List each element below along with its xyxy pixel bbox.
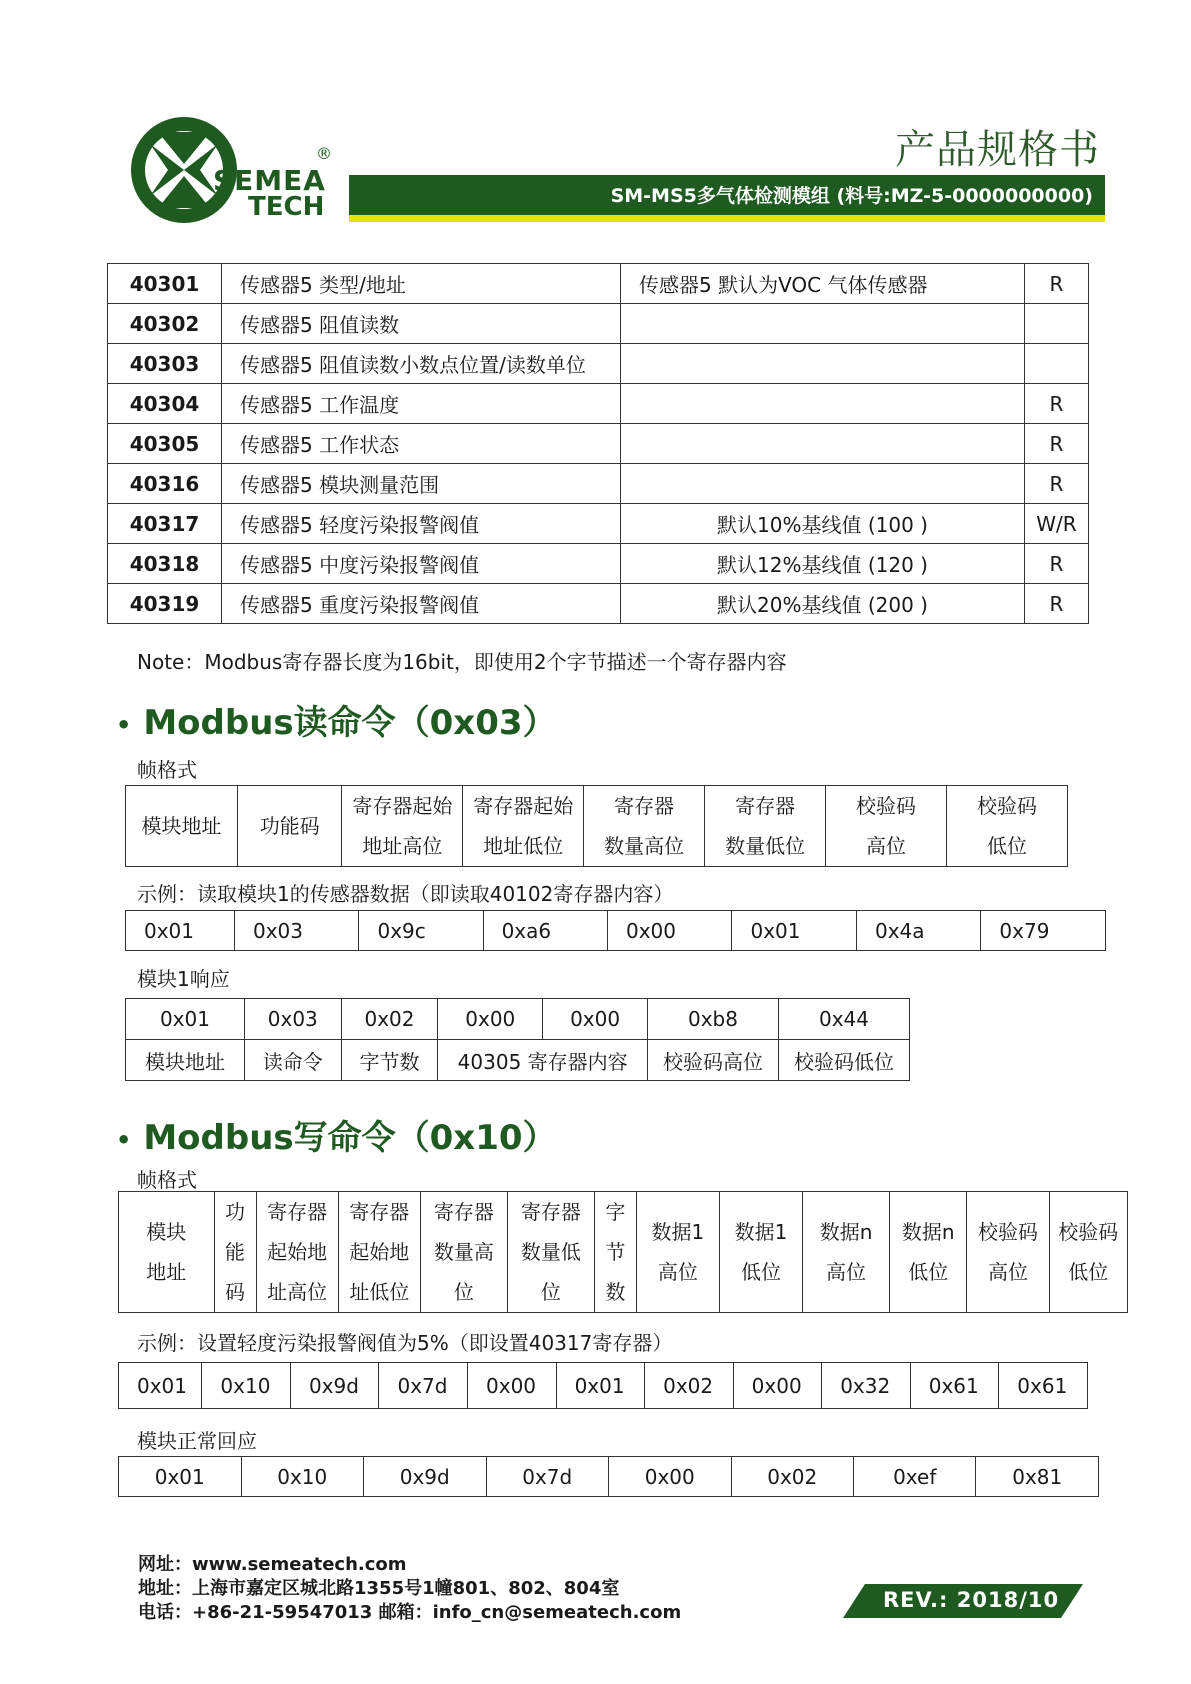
- write-frame-label: 帧格式: [137, 1168, 197, 1192]
- revision-badge: [843, 1584, 1083, 1618]
- frame-field: [636, 1192, 719, 1313]
- frame-field-line: 低位: [908, 1260, 949, 1284]
- register-address: 40317: [108, 504, 222, 544]
- hex-byte: 0x01: [119, 1457, 242, 1497]
- register-address: 40305: [108, 424, 222, 464]
- register-access: [1025, 304, 1089, 344]
- field-name: 校验码高位: [647, 1040, 778, 1081]
- footer-address: 地址：上海市嘉定区城北路1355号1幢801、802、804室: [138, 1578, 620, 1599]
- frame-field-line: 数: [605, 1280, 626, 1304]
- frame-field-line: 寄存器: [614, 794, 675, 818]
- register-remark: [621, 384, 1025, 424]
- register-note: Note：Modbus寄存器长度为16bit，即使用2个字节描述一个寄存器内容: [137, 650, 787, 674]
- frame-field: [256, 1192, 338, 1313]
- frame-field-line: 节: [605, 1240, 626, 1264]
- register-description: 传感器5 工作状态: [222, 424, 621, 464]
- hex-byte: 0x00: [733, 1363, 822, 1409]
- frame-field: [507, 1192, 594, 1313]
- register-access: [1025, 344, 1089, 384]
- frame-field-line: 位: [453, 1280, 474, 1304]
- read-frame-table: [125, 785, 1068, 867]
- table-row: [108, 304, 1089, 344]
- hex-byte: 0x9d: [364, 1457, 487, 1497]
- field-name: 校验码低位: [778, 1040, 909, 1081]
- hex-byte: 0x00: [607, 911, 732, 951]
- table-row: [108, 584, 1089, 624]
- register-address: 40303: [108, 344, 222, 384]
- table-row: [126, 1040, 910, 1081]
- register-address: 40316: [108, 464, 222, 504]
- logo-sub: TECH: [248, 192, 325, 222]
- register-remark: [621, 344, 1025, 384]
- register-remark: 传感器5 默认为VOC 气体传感器: [621, 264, 1025, 304]
- register-description: 传感器5 轻度污染报警阀值: [222, 504, 621, 544]
- write-response-label: 模块正常回应: [137, 1429, 257, 1453]
- frame-field-line: 数量低: [520, 1240, 581, 1264]
- table-row: [108, 344, 1089, 384]
- register-description: 传感器5 工作温度: [222, 384, 621, 424]
- register-access: R: [1025, 544, 1089, 584]
- hex-byte: 0x7d: [486, 1457, 609, 1497]
- table-row: [119, 1192, 1128, 1313]
- register-table: [107, 263, 1089, 624]
- table-row: [108, 264, 1089, 304]
- frame-field: [946, 786, 1067, 867]
- hex-byte: 0x01: [126, 911, 235, 951]
- hex-byte: 0x03: [244, 999, 341, 1040]
- frame-field-line: 地址低位: [483, 834, 564, 858]
- frame-field: [890, 1192, 967, 1313]
- footer-contact: 电话：+86-21-59547013 邮箱：info_cn@semeatech.com: [138, 1602, 682, 1623]
- register-remark: [621, 424, 1025, 464]
- read-frame-label: 帧格式: [137, 758, 197, 782]
- hex-byte: 0x4a: [857, 911, 981, 951]
- frame-field-line: 数据n: [901, 1220, 955, 1244]
- table-row: [108, 384, 1089, 424]
- hex-byte: 0x02: [341, 999, 438, 1040]
- frame-field-line: 址高位: [267, 1280, 328, 1304]
- frame-field-line: 高位: [657, 1260, 698, 1284]
- hex-byte: 0x00: [609, 1457, 732, 1497]
- table-row: [119, 1457, 1099, 1497]
- hex-byte: 0xa6: [483, 911, 607, 951]
- document-title: 产品规格书: [895, 127, 1100, 173]
- frame-field: [803, 1192, 890, 1313]
- frame-field-line: 校验码: [856, 794, 917, 818]
- frame-field: [126, 786, 238, 867]
- hex-byte: 0x10: [202, 1363, 291, 1409]
- frame-field-line: 低位: [986, 834, 1027, 858]
- register-access: R: [1025, 464, 1089, 504]
- hex-byte: 0x02: [731, 1457, 854, 1497]
- hex-byte: 0x01: [556, 1363, 645, 1409]
- register-access: W/R: [1025, 504, 1089, 544]
- register-remark: [621, 304, 1025, 344]
- register-remark: [621, 464, 1025, 504]
- hex-byte: 0x79: [981, 911, 1106, 951]
- banner-accent-line: [349, 215, 1105, 222]
- frame-field-line: 起始地: [267, 1240, 328, 1264]
- hex-byte: 0x44: [778, 999, 909, 1040]
- frame-field: [719, 1192, 802, 1313]
- write-title-text: Modbus写命令（0x10）: [143, 1118, 557, 1158]
- field-name: 40305 寄存器内容: [438, 1040, 648, 1081]
- table-row: [108, 424, 1089, 464]
- field-name: 读命令: [244, 1040, 341, 1081]
- frame-field-line: 高位: [826, 1260, 867, 1284]
- bullet-icon: •: [116, 1125, 132, 1154]
- read-example-label: 示例：读取模块1的传感器数据（即读取40102寄存器内容）: [137, 882, 674, 906]
- frame-field: [338, 1192, 420, 1313]
- frame-field-line: 功: [225, 1200, 246, 1224]
- read-response-label: 模块1响应: [137, 967, 230, 991]
- register-remark: 默认12%基线值 (120 ): [621, 544, 1025, 584]
- hex-byte: 0x7d: [379, 1363, 468, 1409]
- company-logo: [128, 114, 348, 224]
- frame-field: [584, 786, 705, 867]
- frame-field: [119, 1192, 215, 1313]
- frame-field: [826, 786, 947, 867]
- frame-field-line: 起始地: [349, 1240, 410, 1264]
- hex-byte: 0xef: [854, 1457, 976, 1497]
- register-description: 传感器5 阻值读数: [222, 304, 621, 344]
- hex-byte: 0x01: [126, 999, 245, 1040]
- frame-field-line: 字: [605, 1200, 626, 1224]
- register-address: 40319: [108, 584, 222, 624]
- frame-field-line: 码: [225, 1280, 246, 1304]
- table-row: [119, 1363, 1088, 1409]
- write-response-table: [118, 1456, 1099, 1497]
- frame-field: [1049, 1192, 1127, 1313]
- frame-field: [463, 786, 584, 867]
- register-address: 40318: [108, 544, 222, 584]
- frame-field-line: 寄存器: [735, 794, 796, 818]
- register-description: 传感器5 模块测量范围: [222, 464, 621, 504]
- hex-byte: 0xb8: [647, 999, 778, 1040]
- write-example-label: 示例：设置轻度污染报警阀值为5%（即设置40317寄存器）: [137, 1331, 673, 1355]
- read-title-text: Modbus读命令（0x03）: [143, 703, 557, 743]
- read-response-table: [125, 998, 910, 1081]
- frame-field: [214, 1192, 256, 1313]
- hex-byte: 0x01: [119, 1363, 202, 1409]
- register-description: 传感器5 阻值读数小数点位置/读数单位: [222, 344, 621, 384]
- write-example-table: [118, 1362, 1088, 1409]
- frame-field: [238, 786, 342, 867]
- hex-byte: 0x00: [438, 999, 543, 1040]
- frame-field-line: 寄存器起始: [352, 794, 453, 818]
- frame-field-line: 高位: [988, 1260, 1028, 1284]
- read-section-title: [116, 695, 557, 744]
- product-banner: [349, 175, 1105, 215]
- hex-byte: 0x61: [999, 1363, 1088, 1409]
- frame-field-line: 址低位: [349, 1280, 410, 1304]
- hex-byte: 0x10: [241, 1457, 364, 1497]
- table-row: [108, 504, 1089, 544]
- field-name: 字节数: [341, 1040, 438, 1081]
- product-name: SM-MS5多气体检测模组 (料号:MZ-5-0000000000): [610, 185, 1093, 207]
- frame-field: [967, 1192, 1049, 1313]
- frame-field-line: 模块地址: [141, 814, 222, 838]
- frame-field-line: 寄存器: [349, 1200, 410, 1224]
- frame-field-line: 低位: [1068, 1260, 1109, 1284]
- register-access: R: [1025, 424, 1089, 464]
- registered-mark: ®: [316, 144, 332, 163]
- register-address: 40304: [108, 384, 222, 424]
- hex-byte: 0x32: [822, 1363, 911, 1409]
- hex-byte: 0x00: [468, 1363, 557, 1409]
- frame-field-line: 校验码: [1058, 1220, 1119, 1244]
- frame-field-line: 低位: [741, 1260, 782, 1284]
- register-description: 传感器5 类型/地址: [222, 264, 621, 304]
- register-remark: 默认20%基线值 (200 ): [621, 584, 1025, 624]
- frame-field-line: 位: [540, 1280, 561, 1304]
- frame-field-line: 能: [225, 1240, 246, 1264]
- frame-field-line: 校验码: [976, 794, 1037, 818]
- register-access: R: [1025, 384, 1089, 424]
- write-frame-table: [118, 1191, 1128, 1313]
- bullet-icon: •: [116, 710, 132, 739]
- register-address: 40301: [108, 264, 222, 304]
- table-row: [108, 544, 1089, 584]
- hex-byte: 0x02: [645, 1363, 734, 1409]
- frame-field-line: 寄存器: [433, 1200, 494, 1224]
- register-access: R: [1025, 264, 1089, 304]
- register-address: 40302: [108, 304, 222, 344]
- write-section-title: [116, 1110, 557, 1159]
- frame-field-line: 高位: [866, 834, 907, 858]
- frame-field-line: 寄存器: [520, 1200, 581, 1224]
- frame-field-line: 地址: [146, 1260, 187, 1284]
- frame-field: [342, 786, 463, 867]
- register-access: R: [1025, 584, 1089, 624]
- register-remark: 默认10%基线值 (100 ): [621, 504, 1025, 544]
- register-description: 传感器5 中度污染报警阀值: [222, 544, 621, 584]
- register-description: 传感器5 重度污染报警阀值: [222, 584, 621, 624]
- frame-field-line: 校验码: [978, 1220, 1038, 1244]
- frame-field-line: 数据1: [651, 1220, 705, 1244]
- hex-byte: 0x9c: [359, 911, 483, 951]
- frame-field-line: 数量高: [433, 1240, 494, 1264]
- revision-text: REV.: 2018/10: [883, 1588, 1060, 1612]
- table-row: [108, 464, 1089, 504]
- table-row: [126, 911, 1106, 951]
- frame-field-line: 数量高位: [604, 834, 685, 858]
- footer-website: 网址：www.semeatech.com: [138, 1554, 407, 1575]
- frame-field: [594, 1192, 636, 1313]
- table-row: [126, 786, 1068, 867]
- frame-field-line: 数据n: [819, 1220, 873, 1244]
- frame-field-line: 地址高位: [362, 834, 443, 858]
- logo-name: SEMEA: [213, 164, 326, 197]
- frame-field-line: 功能码: [259, 814, 320, 838]
- hex-byte: 0x03: [234, 911, 359, 951]
- hex-byte: 0x61: [910, 1363, 999, 1409]
- read-example-table: [125, 910, 1106, 951]
- field-name: 模块地址: [126, 1040, 245, 1081]
- frame-field-line: 数据1: [734, 1220, 788, 1244]
- frame-field-line: 模块: [146, 1220, 187, 1244]
- frame-field-line: 寄存器: [267, 1200, 328, 1224]
- frame-field-line: 寄存器起始: [473, 794, 574, 818]
- hex-byte: 0x81: [976, 1457, 1099, 1497]
- hex-byte: 0x00: [543, 999, 648, 1040]
- frame-field-line: 数量低位: [725, 834, 806, 858]
- hex-byte: 0x01: [732, 911, 857, 951]
- table-row: [126, 999, 910, 1040]
- frame-field: [705, 786, 826, 867]
- hex-byte: 0x9d: [290, 1363, 379, 1409]
- frame-field: [420, 1192, 507, 1313]
